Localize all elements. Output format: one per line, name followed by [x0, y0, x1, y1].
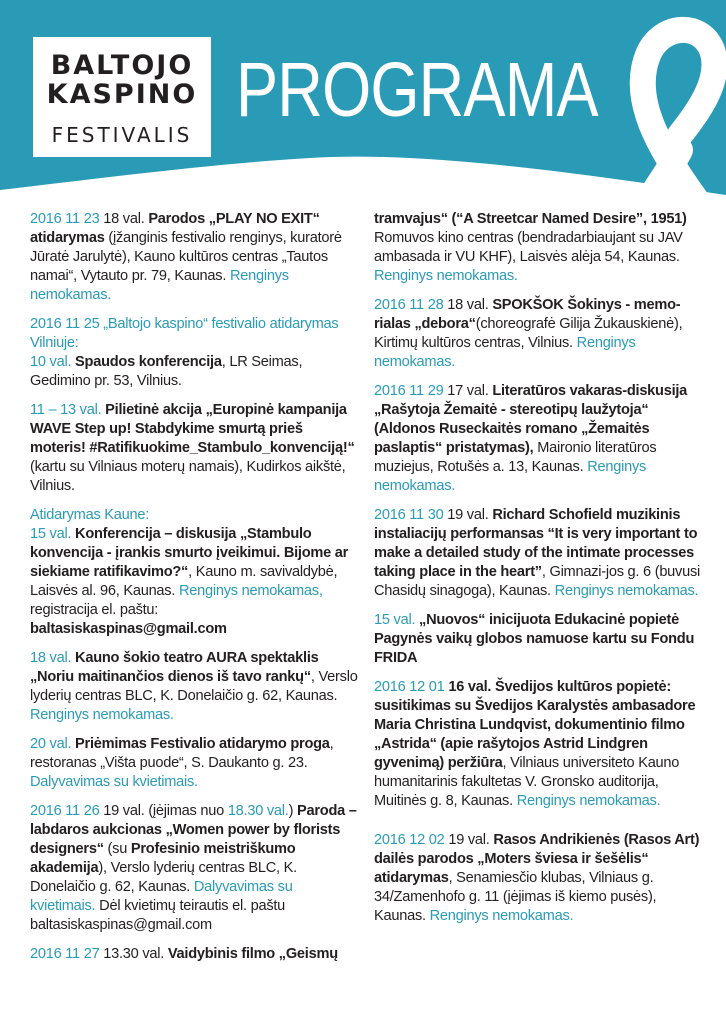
free-entry-note: Renginys nemokamas. — [30, 707, 174, 723]
program-entry — [30, 210, 360, 305]
event-title: Literatūros vakaras-diskusija „Rašytoja Žemaitė - stereotipų laužytoja“ (Aldonos Ruseckaitės romano „Žemaitės paslaptis“ pristatymas), — [374, 383, 688, 456]
event-title: Richard Schofield muzikinis instaliacijų performansas “It is very important to make a detailed study of the intimate processes taking place in the heart” — [374, 507, 698, 580]
contact-email: baltasiskaspinas@gmail.com — [30, 621, 227, 637]
program-entry — [30, 506, 360, 639]
event-text: 17 val. — [443, 383, 493, 399]
event-time: 18.30 val. — [227, 803, 289, 819]
program-entry — [30, 735, 360, 792]
section-heading: Atidarymas Kaune: — [30, 507, 150, 523]
event-date: 2016 11 27 — [30, 946, 100, 962]
program-column-left — [30, 210, 360, 974]
free-entry-note: Renginys nemokamas. — [554, 583, 699, 599]
invitation-note: Dalyvavimas su kvietimais. — [30, 879, 293, 914]
program-entry — [30, 802, 360, 935]
event-organizer: Profesinio meistriškumo akademija — [30, 841, 296, 876]
program-entry — [374, 296, 704, 372]
festival-logo — [33, 37, 211, 157]
free-entry-note: Renginys nemokamas. — [429, 908, 574, 924]
event-time: 18 val. — [30, 650, 72, 666]
event-text: , Gimnazi-jos g. 6 (buvusi Chasidų sinagoga), Kaunas. — [374, 564, 701, 599]
event-text: , LR Seimas, Gedimino pr. 53, Vilnius. — [30, 354, 303, 389]
event-title: Pilietinė akcija „Europinė kampanija WAVE Step up! Stabdykime smurtą prieš moteris! #Ratifikuokime_Stambulo_konvenciją!“ — [30, 402, 355, 456]
program-entry — [30, 945, 360, 964]
event-time: 10 val. — [30, 354, 72, 370]
program-entry — [30, 315, 360, 391]
event-text: 19 val. — [444, 832, 494, 848]
event-date: 2016 11 23 — [30, 211, 100, 227]
event-text: , restoranas „Višta puode“, S. Daukanto g. 23. — [30, 736, 334, 771]
event-date: 2016 11 28 — [374, 297, 444, 313]
event-text: , Verslo lyderių centras BLC, K. Donelaičio g. 62, Kaunas. — [30, 669, 358, 704]
event-date: 2016 12 01 — [374, 679, 445, 695]
event-text: , Vilniaus universiteto Kauno humanitarinis fakultetas V. Gronsko auditorija, Muitinės g. 8, Kaunas. — [374, 755, 680, 809]
event-date: 2016 11 29 — [374, 383, 444, 399]
event-date: 2016 11 30 — [374, 507, 444, 523]
event-text: ) — [288, 803, 298, 819]
program-entry — [374, 678, 704, 811]
page-title: PROGRAMA — [236, 47, 598, 133]
event-text: ), Verslo lyderių centras BLC, K. Donelaičio g. 62, Kaunas. — [30, 860, 297, 895]
event-text: 18 val. — [443, 297, 493, 313]
program-entry — [30, 649, 360, 725]
event-text: 19 val. — [443, 507, 493, 523]
event-title: Parodos „PLAY NO EXIT“ atidarymas — [30, 211, 320, 246]
event-text: , Senamiesčio klubas, Vilniaus g. 34/Zamenhofo g. 11 (įėjimas iš kiemo pusės), Kaunas. — [374, 870, 657, 924]
free-entry-note: Renginys nemokamas. — [374, 459, 647, 494]
logo-line-1: BALTOJO — [50, 50, 194, 81]
event-date: 2016 11 26 — [30, 803, 100, 819]
event-date: 2016 12 02 — [374, 832, 445, 848]
event-text: (su — [103, 841, 131, 857]
event-text: (kartu su Vilniaus moterų namais), Kudirkos aikštė, Vilnius. — [30, 459, 346, 494]
event-text: 13.30 val. — [99, 946, 168, 962]
event-title: Spaudos konferencija — [71, 354, 222, 370]
event-text: (choreografė Gilija Žukauskienė), Kirtimų kultūros centras, Vilnius. — [374, 316, 683, 351]
event-text: , Kauno m. savivaldybė, Laisvės al. 96, Kaunas. — [30, 564, 338, 599]
event-title: Paroda – labdaros aukcionas „Women power by florists designers“ — [30, 803, 357, 857]
event-text: Maironio literatūros muziejus, Rotušės a. 13, Kaunas. — [374, 440, 657, 475]
event-title: tramvajus“ (“A Streetcar Named Desire”, 1951) — [374, 211, 687, 227]
event-time: 20 val. — [30, 736, 72, 752]
event-text: 18 val. — [99, 211, 149, 227]
event-text: (įžanginis festivalio renginys, kuratorė Jūratė Jarulytė), Kauno kultūros centras „Tautos namai“, Vytauto pr. 79, Kaunas. — [30, 230, 342, 284]
free-entry-note: Renginys nemokamas. — [30, 268, 289, 303]
free-entry-note: Renginys nemokamas. — [516, 793, 661, 809]
event-time: 15 val. — [374, 612, 416, 628]
event-time: 15 val. — [30, 526, 72, 542]
event-title: Rasos Andrikienės (Rasos Art) dailės parodos „Moters šviesa ir šešėlis“ atidarymas — [374, 832, 700, 886]
program-entry — [374, 611, 704, 668]
event-text: 19 val. (įėjimas nuo — [99, 803, 228, 819]
event-time: 11 – 13 val. — [30, 402, 102, 418]
program-entry — [374, 506, 704, 601]
event-title: Konferencija – diskusija „Stambulo konvencija - įrankis smurto įveikimui. Bijome ar siekiame ratifikavimo?“ — [30, 526, 349, 580]
program-entry — [374, 831, 704, 926]
logo-line-2: KASPINO — [46, 79, 198, 110]
event-text: Dėl kvietimų teirautis el. paštu baltasiskaspinas@gmail.com — [30, 898, 286, 933]
event-title: SPOKŠOK Šokinys - memo-rialas „debora“ — [374, 297, 681, 332]
event-title: „Nuovos“ inicijuota Edukacinė popietė Pagynės vaikų globos namuose kartu su Fondu FRIDA — [374, 612, 695, 666]
program-column-right — [374, 210, 704, 936]
free-entry-note: Renginys nemokamas. — [374, 268, 518, 284]
program-entry — [30, 401, 360, 496]
event-title: 16 val. Švedijos kultūros popietė: susitikimas su Švedijos Karalystės ambasadore Maria Christina Lundqvist, dokumentinio filmo „Astrida“ (apie rašytojos Astrid Lindgren gyvenimą) peržiūra — [374, 679, 696, 771]
event-text: registracija el. paštu: — [30, 602, 159, 618]
event-title: Vaidybinis filmo „Geismų — [167, 946, 338, 962]
section-heading: 2016 11 25 „Baltojo kaspino“ festivalio atidarymas Vilniuje: — [30, 316, 339, 351]
free-entry-note: Renginys nemokamas, — [178, 583, 323, 599]
logo-line-3: FESTIVALIS — [51, 123, 193, 147]
event-title: Priėmimas Festivalio atidarymo proga — [71, 736, 330, 752]
event-text: Romuvos kino centras (bendradarbiaujant su JAV ambasada ir VU KHF), Laisvės alėja 54, Kaunas. — [374, 230, 683, 265]
invitation-note: Dalyvavimas su kvietimais. — [30, 774, 198, 790]
event-title: Kauno šokio teatro AURA spektaklis „Noriu maitinančios dienos iš tavo rankų“ — [30, 650, 319, 685]
free-entry-note: Renginys nemokamas. — [374, 335, 636, 370]
program-entry — [374, 382, 704, 496]
program-entry — [374, 210, 704, 286]
